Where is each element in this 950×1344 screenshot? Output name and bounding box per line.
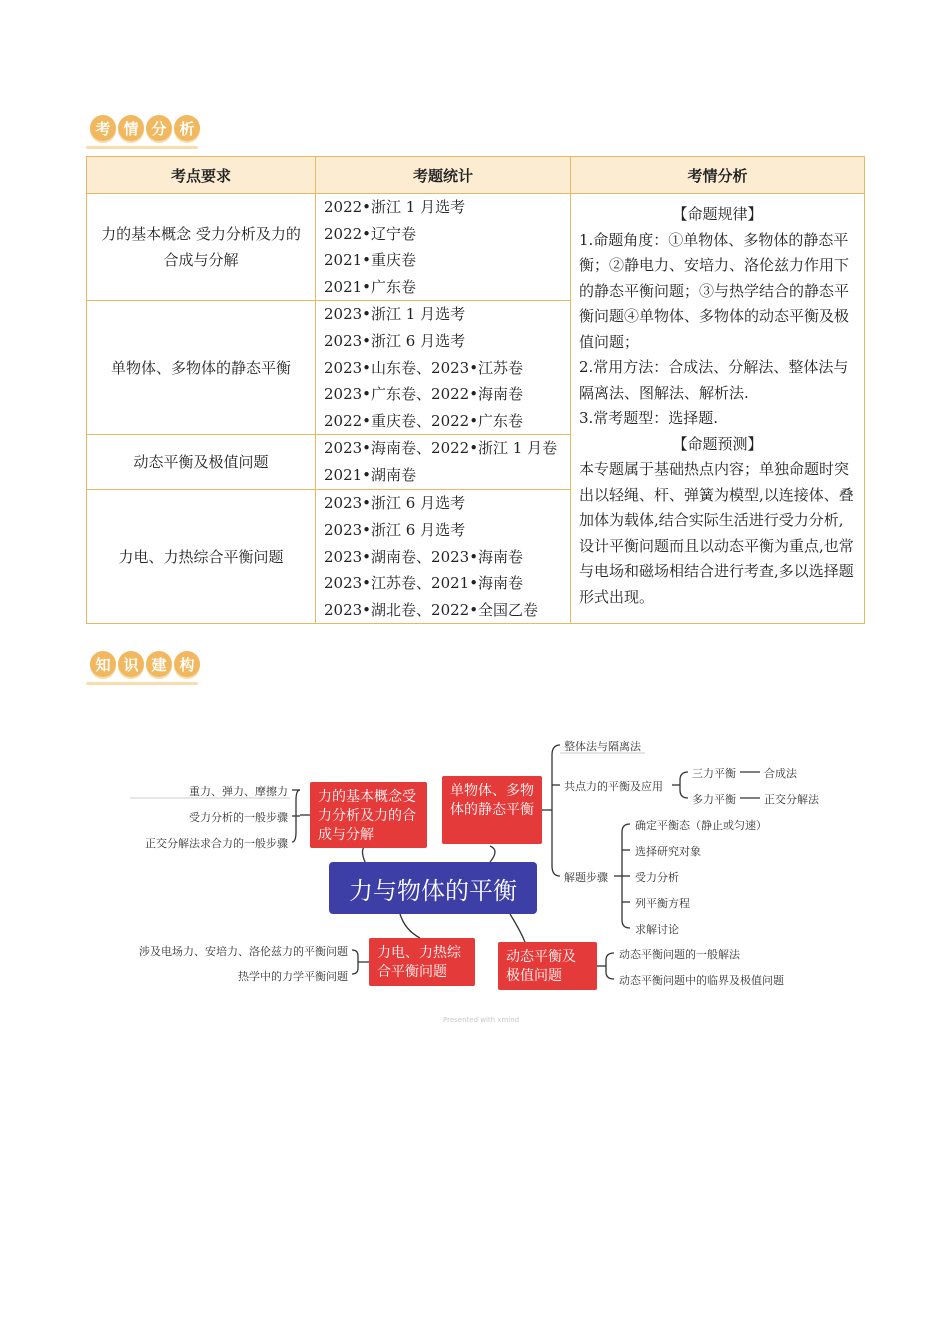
topic-cell: 动态平衡及极值问题 (87, 435, 316, 490)
stat-line: 2022•浙江 1 月选考 (324, 198, 466, 216)
analysis-paragraph: 1.命题角度：①单物体、多物体的静态平衡；②静电力、安培力、洛伦兹力作用下的静态平衡问题；③与热学结合的静态平衡问题④单物体、多物体的动态平衡及极值问题； (579, 230, 850, 351)
branch-static-equilibrium: 单物体、多物体的静态平衡 (442, 776, 542, 844)
mind-map-center: 力与物体的平衡 (329, 862, 537, 914)
leaf-solution-steps: 解题步骤 (564, 871, 608, 884)
header-requirement: 考点要求 (87, 157, 316, 194)
leaf-whole-isolation: 整体法与隔离法 (564, 740, 641, 753)
leaf-multi-force: 多力平衡 (692, 793, 736, 806)
stat-line: 2023•广东卷、2022•海南卷 (324, 385, 524, 404)
stat-line: 2023•海南卷、2022•浙江 1 月卷 (324, 439, 558, 458)
analysis-paragraph: 本专题属于基础热点内容；单独命题时突出以轻绳、杆、弹簧为模型,以连接体、叠加体为载体,结合实际生活进行受力分析,设计平衡问题而且以动态平衡为重点,也常与电场和磁场相结合进行考查,多以选择题形式出现。 (579, 460, 854, 606)
topic-cell: 单物体、多物体的静态平衡 (87, 301, 316, 435)
badge-char: 情 (118, 115, 144, 141)
leaf-composition-method: 合成法 (764, 767, 797, 780)
stat-line: 2023•山东卷、2023•江苏卷 (324, 358, 524, 377)
topic-cell: 力的基本概念 受力分析及力的合成与分解 (87, 194, 316, 301)
leaf-step: 选择研究对象 (635, 845, 701, 858)
badge-char: 分 (146, 115, 172, 141)
leaf-orthogonal-method: 正交分解法 (764, 793, 819, 806)
topic-cell: 力电、力热综合平衡问题 (87, 490, 316, 624)
branch-basic-concepts: 力的基本概念受力分析及力的合成与分解 (310, 782, 427, 848)
badge-char: 析 (174, 115, 200, 141)
analysis-paragraph: 2.常用方法：合成法、分解法、整体法与隔离法、图解法、解析法. (579, 358, 849, 402)
leaf-step: 求解讨论 (635, 923, 679, 936)
badge-char: 构 (174, 651, 200, 677)
stat-line: 2021•重庆卷 (324, 251, 417, 270)
branch-dynamic-equilibrium: 动态平衡及极值问题 (498, 942, 597, 990)
stat-line: 2023•浙江 6 月选考 (324, 520, 466, 539)
stat-line: 2023•湖南卷、2023•海南卷 (324, 547, 524, 566)
analysis-heading-rules: 【命题规律】 (672, 205, 763, 223)
stat-line: 2023•湖北卷、2022•全国乙卷 (324, 600, 539, 619)
header-analysis: 考情分析 (571, 157, 865, 194)
badge-char: 知 (90, 651, 116, 677)
leaf-step: 确定平衡态（静止或匀速） (635, 819, 767, 832)
branch-combined-equilibrium: 力电、力热综合平衡问题 (369, 938, 475, 986)
watermark: Presented with xmind (443, 1016, 520, 1024)
leaf-forces: 重力、弹力、摩擦力 (189, 785, 288, 798)
leaf-thermal: 热学中的力学平衡问题 (238, 970, 348, 983)
leaf-dynamic-method: 动态平衡问题的一般解法 (619, 948, 740, 961)
stat-line: 2023•浙江 1 月选考 (324, 305, 466, 324)
badge-char: 考 (90, 115, 116, 141)
leaf-step: 受力分析 (635, 871, 679, 884)
leaf-em-forces: 涉及电场力、安培力、洛伦兹力的平衡问题 (139, 945, 348, 958)
leaf-step: 列平衡方程 (635, 897, 690, 910)
leaf-orthogonal-decomposition-steps: 正交分解法求合力的一般步骤 (145, 837, 288, 850)
leaf-force-analysis-steps: 受力分析的一般步骤 (189, 811, 288, 824)
stat-line: 2022•重庆卷、2022•广东卷 (324, 411, 524, 430)
leaf-three-force: 三力平衡 (692, 767, 736, 780)
analysis-paragraph: 3.常考题型：选择题. (579, 409, 719, 427)
badge-char: 建 (146, 651, 172, 677)
leaf-critical-extreme: 动态平衡问题中的临界及极值问题 (619, 974, 784, 987)
stat-line: 2023•江苏卷、2021•海南卷 (324, 574, 524, 593)
badge-char: 识 (118, 651, 144, 677)
stat-line: 2021•湖南卷 (324, 465, 417, 484)
leaf-concurrent-forces: 共点力的平衡及应用 (564, 780, 663, 793)
stat-line: 2021•广东卷 (324, 277, 417, 296)
header-statistics: 考题统计 (316, 157, 571, 194)
stat-line: 2023•浙江 6 月选考 (324, 494, 466, 513)
stat-line: 2022•辽宁卷 (324, 224, 417, 243)
stat-line: 2023•浙江 6 月选考 (324, 331, 466, 350)
analysis-heading-prediction: 【命题预测】 (672, 434, 763, 453)
